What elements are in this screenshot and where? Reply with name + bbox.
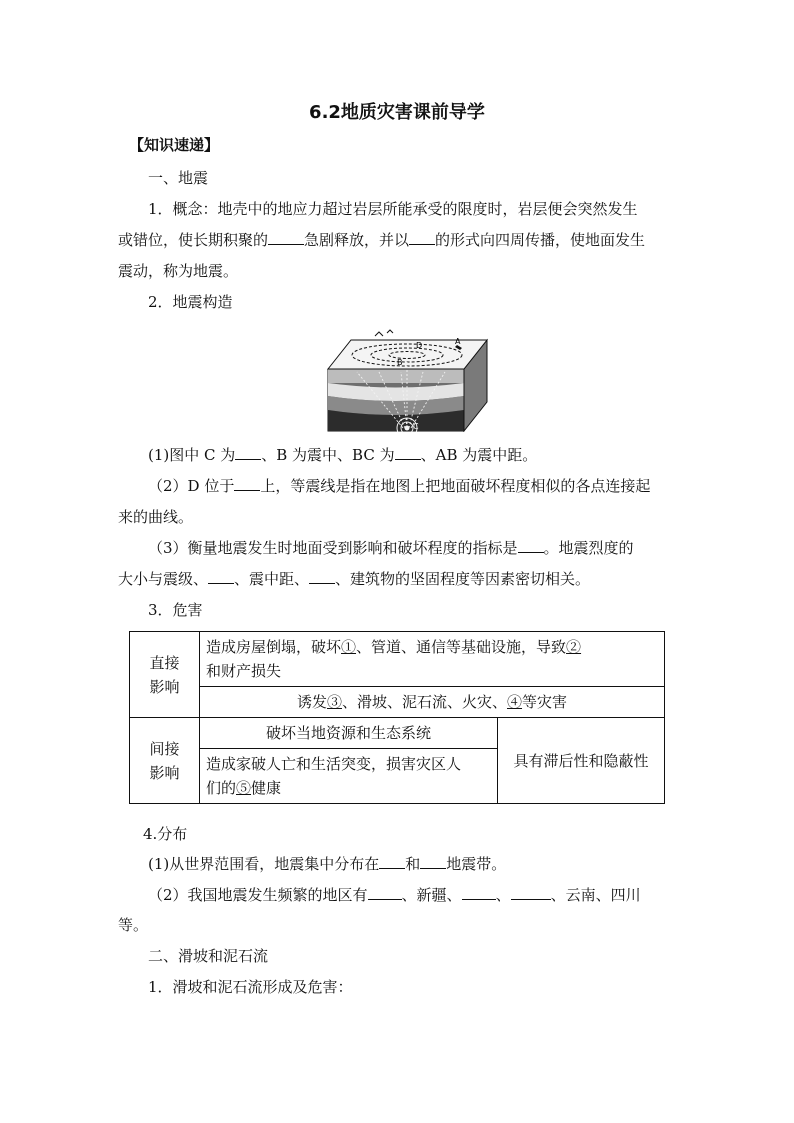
house-icon: [375, 330, 393, 336]
figure-label-d: D: [416, 341, 423, 350]
answer-blank[interactable]: [511, 883, 551, 900]
section-tag: 【知识速递】: [129, 136, 220, 154]
answer-blank[interactable]: [462, 883, 496, 900]
answer-blank[interactable]: [208, 567, 234, 584]
question-3-line-2: 大小与震级、 、震中距、 、建筑物的坚固程度等因素密切相关。: [118, 567, 590, 591]
answer-blank[interactable]: [234, 474, 260, 491]
question-3-line-1: （3）衡量地震发生时地面受到影响和破坏程度的指标是 。地震烈度的: [148, 536, 634, 560]
table-row: [130, 632, 665, 687]
concept-line-2: 或错位，使长期积聚的 急剧释放，并以 的形式向四周传播，使地面发生: [118, 228, 645, 252]
answer-blank[interactable]: [395, 443, 421, 460]
question-2-line-2: 来的曲线。: [118, 508, 194, 526]
answer-blank[interactable]: [379, 852, 405, 869]
direct-impact-row-1: 造成房屋倒塌，破坏①、管道、通信等基础设施，导致② 和财产损失: [200, 632, 665, 687]
question-1: (1)图中 C 为 、B 为震中、BC 为 、AB 为震中距。: [148, 443, 537, 467]
figure-label-b: B: [397, 358, 403, 367]
answer-blank[interactable]: [420, 852, 446, 869]
question-2-line-1: （2）D 位于 上，等震线是指在地图上把地面破坏程度相似的各点连接起: [148, 474, 650, 498]
hazard-heading: 3．危害: [148, 601, 203, 619]
layer-top: [328, 369, 464, 383]
earthquake-structure-figure: [327, 326, 489, 432]
direct-impact-row-2: 诱发③、滑坡、泥石流、火灾、④等灾害: [200, 687, 665, 718]
earthquake-heading: 一、地震: [148, 169, 209, 187]
landslide-item-1: 1．滑坡和泥石流形成及危害：: [148, 978, 353, 996]
indirect-impact-note: 具有滞后性和隐蔽性: [498, 718, 665, 804]
indirect-impact-row-1: 破坏当地资源和生态系统: [200, 718, 498, 749]
concept-line-3: 震动，称为地震。: [118, 262, 239, 280]
answer-blank[interactable]: [368, 883, 402, 900]
table-row: [130, 718, 665, 749]
structure-heading: 2．地震构造: [148, 293, 233, 311]
answer-blank[interactable]: [235, 443, 261, 460]
page-title: 6.2地质灾害课前导学: [309, 102, 485, 123]
distribution-heading: 4.分布: [143, 825, 188, 843]
answer-blank[interactable]: [518, 536, 544, 553]
answer-blank[interactable]: [309, 567, 335, 584]
indirect-impact-label: 间接 影响: [130, 718, 200, 804]
concept-line-1: 1．概念：地壳中的地应力超过岩层所能承受的限度时，岩层便会突然发生: [148, 200, 638, 218]
focus-point: [405, 426, 410, 431]
answer-blank[interactable]: [268, 228, 304, 245]
table-row: [130, 687, 665, 718]
direct-impact-label: 直接 影响: [130, 632, 200, 718]
indirect-impact-row-2: 造成家破人亡和生活突变，损害灾区人 们的⑤健康: [200, 749, 498, 804]
landslide-heading: 二、滑坡和泥石流: [148, 947, 269, 965]
answer-blank[interactable]: [409, 228, 435, 245]
figure-label-a: A: [455, 337, 461, 346]
distribution-2-line-1: （2）我国地震发生频繁的地区有 、新疆、 、 、云南、四川: [148, 883, 641, 907]
figure-label-c: C: [413, 422, 419, 431]
hazard-table: [129, 631, 665, 804]
distribution-2-line-2: 等。: [118, 916, 149, 934]
distribution-1: (1)从世界范围看，地震集中分布在 和 地震带。: [148, 852, 506, 876]
